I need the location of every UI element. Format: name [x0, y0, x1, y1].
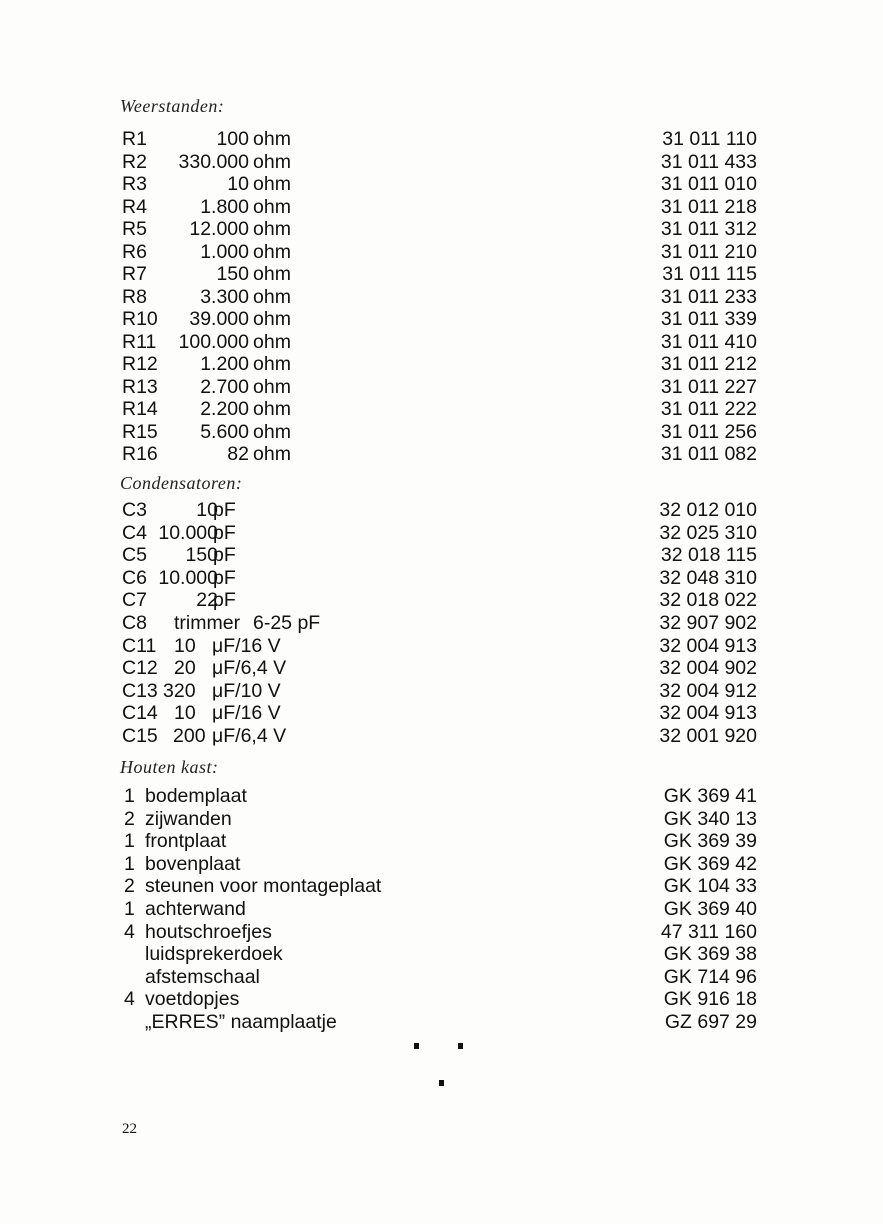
table-row — [0, 331, 883, 353]
part-value: 2.700 — [200, 375, 249, 398]
table-row — [0, 173, 883, 195]
part-code: 32 907 902 — [659, 612, 757, 634]
part-value: 2.200 — [200, 398, 249, 420]
part-code: 31 011 227 — [660, 375, 757, 398]
part-ref: R16 — [122, 443, 158, 465]
table-row — [0, 353, 883, 375]
table-row — [0, 921, 883, 943]
part-ref: C7 — [122, 589, 147, 612]
part-value: 150 — [185, 544, 218, 567]
part-code: 32 018 022 — [659, 589, 757, 612]
table-row — [0, 421, 883, 443]
part-ref: R6 — [122, 240, 147, 263]
table-row — [0, 702, 883, 724]
part-ref: C15 — [122, 725, 158, 747]
item-quantity: 2 — [124, 875, 135, 898]
part-unit: ohm — [253, 375, 291, 398]
part-code: 32 048 310 — [659, 566, 757, 589]
table-row — [0, 966, 883, 988]
part-value: 150 — [216, 263, 249, 285]
table-row — [0, 853, 883, 875]
part-unit: ohm — [253, 420, 291, 443]
table-row — [0, 725, 883, 747]
table-row — [0, 680, 883, 702]
table-row — [0, 943, 883, 965]
part-unit: ohm — [253, 240, 291, 263]
part-ref: R12 — [122, 353, 158, 375]
part-unit: μF/6,4 V — [212, 725, 287, 747]
part-unit: pF — [213, 499, 236, 521]
part-ref: C11 — [122, 634, 157, 657]
part-unit: μF/10 V — [212, 679, 281, 702]
part-value: 12.000 — [189, 218, 249, 240]
table-row — [0, 785, 883, 807]
part-unit: pF — [213, 589, 236, 612]
table-row — [0, 196, 883, 218]
table-row — [0, 657, 883, 679]
item-quantity: 1 — [124, 785, 135, 807]
part-value: 20 — [174, 657, 196, 680]
part-value: 320 — [163, 679, 196, 702]
part-ref: R13 — [122, 375, 158, 398]
part-ref: R15 — [122, 420, 158, 443]
part-value: 10 — [174, 702, 196, 725]
part-ref: R14 — [122, 398, 158, 420]
part-unit: ohm — [253, 195, 291, 218]
table-row — [0, 308, 883, 330]
part-value: 5.600 — [200, 420, 249, 443]
part-unit: μF/16 V — [212, 702, 281, 725]
part-value: 100.000 — [178, 330, 249, 353]
table-row — [0, 808, 883, 830]
part-code: GK 369 38 — [663, 943, 757, 966]
item-quantity: 2 — [124, 807, 135, 830]
part-code: 32 025 310 — [659, 521, 757, 544]
part-code: 31 011 115 — [662, 263, 757, 285]
part-unit: ohm — [253, 285, 291, 308]
part-value: 1.800 — [200, 195, 249, 218]
part-ref: R2 — [122, 150, 147, 173]
item-description: zijwanden — [145, 807, 232, 830]
part-unit: ohm — [253, 218, 291, 240]
item-description: bodemplaat — [145, 785, 247, 807]
part-code: 32 004 912 — [659, 679, 757, 702]
part-unit: pF — [213, 521, 236, 544]
part-ref: C5 — [122, 544, 147, 567]
item-quantity: 1 — [124, 830, 135, 853]
table-row — [0, 286, 883, 308]
part-code: GK 714 96 — [663, 965, 757, 988]
item-quantity: 4 — [124, 920, 135, 943]
page-number: 22 — [122, 1121, 137, 1137]
part-ref: C3 — [122, 499, 147, 521]
end-mark-dot — [439, 1080, 444, 1086]
item-description: voetdopjes — [145, 988, 240, 1011]
part-code: 31 011 339 — [660, 308, 757, 330]
part-code: 31 011 312 — [660, 218, 757, 240]
part-code: 31 011 210 — [660, 240, 757, 263]
part-ref: C4 — [122, 521, 147, 544]
part-value: 10 — [196, 499, 218, 521]
part-value: 330.000 — [178, 150, 249, 173]
part-code: 31 011 222 — [660, 398, 757, 420]
part-value: 39.000 — [189, 308, 249, 330]
part-code: 32 012 010 — [659, 499, 757, 521]
table-row — [0, 589, 883, 611]
part-unit: ohm — [253, 330, 291, 353]
part-code: GK 369 40 — [663, 898, 757, 920]
part-ref: R4 — [122, 195, 147, 218]
item-description: afstemschaal — [145, 965, 260, 988]
item-quantity: 4 — [124, 988, 135, 1011]
part-code: GK 369 42 — [663, 852, 757, 875]
table-row — [0, 263, 883, 285]
table-row — [0, 898, 883, 920]
table-row — [0, 875, 883, 897]
part-code: 32 004 913 — [659, 634, 757, 657]
part-code: GK 369 39 — [663, 830, 757, 853]
part-value: 22 — [196, 589, 218, 612]
item-quantity: 1 — [124, 898, 135, 920]
part-value: 10.000 — [158, 566, 218, 589]
part-value: 1.000 — [200, 240, 249, 263]
part-unit: ohm — [253, 173, 291, 195]
part-unit: pF — [213, 544, 236, 567]
capacitors-heading: Condensatoren: — [120, 473, 243, 493]
table-row — [0, 376, 883, 398]
table-row — [0, 443, 883, 465]
part-code: 32 001 920 — [659, 725, 757, 747]
part-unit: ohm — [253, 353, 291, 375]
part-ref: C6 — [122, 566, 147, 589]
part-ref: C12 — [122, 657, 158, 680]
part-ref: R5 — [122, 218, 147, 240]
table-row — [0, 128, 883, 150]
part-code: 31 011 433 — [660, 150, 757, 173]
part-code: 31 011 110 — [662, 128, 757, 150]
part-unit: ohm — [253, 443, 291, 465]
part-code: 31 011 212 — [660, 353, 757, 375]
table-row — [0, 1011, 883, 1033]
item-description: houtschroefjes — [145, 920, 272, 943]
resistors-heading: Weerstanden: — [120, 96, 225, 116]
part-code: 31 011 233 — [660, 285, 757, 308]
part-unit: μF/6,4 V — [212, 657, 287, 680]
table-row — [0, 151, 883, 173]
item-description: steunen voor montageplaat — [145, 875, 382, 898]
part-code: 31 011 218 — [660, 195, 757, 218]
part-ref: R10 — [122, 308, 158, 330]
part-code: GZ 697 29 — [664, 1011, 757, 1033]
end-mark-dot — [414, 1043, 419, 1049]
part-unit: 6-25 pF — [253, 612, 321, 634]
part-ref: C8 — [122, 612, 147, 634]
part-value: 100 — [216, 128, 249, 150]
part-unit: μF/16 V — [212, 634, 281, 657]
table-row — [0, 499, 883, 521]
part-value: 1.200 — [200, 353, 249, 375]
part-code: 32 004 902 — [659, 657, 757, 680]
table-row — [0, 567, 883, 589]
part-ref: R3 — [122, 173, 147, 195]
part-unit: ohm — [253, 398, 291, 420]
part-ref: R11 — [122, 330, 157, 353]
item-quantity: 1 — [124, 852, 135, 875]
part-code: 31 011 410 — [660, 330, 757, 353]
part-code: GK 104 33 — [663, 875, 757, 898]
part-unit: ohm — [253, 263, 291, 285]
table-row — [0, 612, 883, 634]
part-ref: C13 — [122, 679, 158, 702]
part-code: 32 018 115 — [660, 544, 757, 567]
part-ref: R8 — [122, 285, 147, 308]
cabinet-heading: Houten kast: — [120, 757, 219, 777]
part-code: GK 916 18 — [663, 988, 757, 1011]
part-value: 10.000 — [158, 521, 218, 544]
part-ref: C14 — [122, 702, 158, 725]
part-ref: R7 — [122, 263, 147, 285]
item-description: frontplaat — [145, 830, 227, 853]
part-code: 47 311 160 — [660, 920, 757, 943]
table-row — [0, 241, 883, 263]
part-unit: ohm — [253, 128, 291, 150]
table-row — [0, 522, 883, 544]
part-value: 200 — [173, 725, 206, 747]
part-code: 31 011 082 — [660, 443, 757, 465]
part-unit: pF — [213, 566, 236, 589]
item-description: bovenplaat — [145, 852, 241, 875]
table-row — [0, 218, 883, 240]
part-code: GK 340 13 — [663, 807, 757, 830]
item-description: „ERRES” naamplaatje — [145, 1011, 337, 1033]
part-code: GK 369 41 — [663, 785, 757, 807]
part-code: 31 011 256 — [660, 420, 757, 443]
part-value: 10 — [227, 173, 249, 195]
part-unit: ohm — [253, 308, 291, 330]
part-value: 82 — [227, 443, 249, 465]
table-row — [0, 988, 883, 1010]
part-code: 32 004 913 — [659, 702, 757, 725]
part-value: 10 — [174, 634, 196, 657]
item-description: luidsprekerdoek — [145, 943, 283, 966]
table-row — [0, 635, 883, 657]
table-row — [0, 544, 883, 566]
table-row — [0, 830, 883, 852]
part-unit: ohm — [253, 150, 291, 173]
part-ref: R1 — [122, 128, 147, 150]
part-code: 31 011 010 — [660, 173, 757, 195]
item-description: achterwand — [145, 898, 246, 920]
end-mark-dot — [458, 1043, 463, 1049]
part-value: trimmer — [174, 612, 241, 634]
part-value: 3.300 — [200, 285, 249, 308]
table-row — [0, 398, 883, 420]
